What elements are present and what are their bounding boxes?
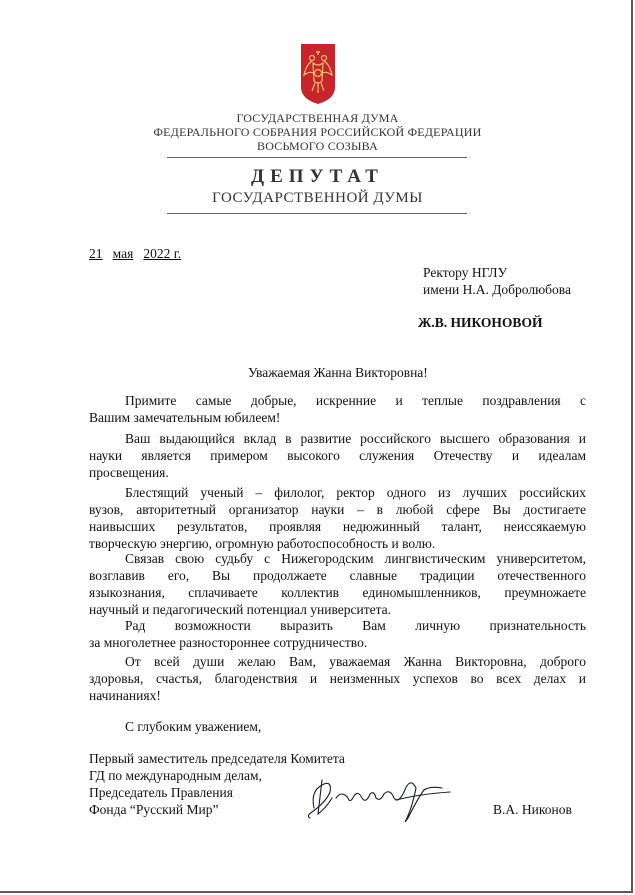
p2-line-1: Ваш выдающийся вклад в развитие российского высшего образования и	[125, 431, 586, 446]
p5-line-1: Рад возможности выразить Вам личную признательность	[125, 618, 586, 633]
p4-line-3: языкознания, сплачиваете коллектив единомышленников, преумножаете	[89, 585, 586, 600]
letterhead-line-1: ГОСУДАРСТВЕННАЯ ДУМА	[236, 111, 399, 125]
p2-line-2: науки является примером высокого служения Отечеству и идеалам	[89, 448, 586, 463]
addressee-line-2: имени Н.А. Добролюбова	[423, 282, 571, 297]
p4-line-4: научный и педагогический потенциал университета.	[89, 602, 392, 617]
closing: С глубоким уважением,	[125, 719, 262, 734]
p1-line-1: Примите самые добрые, искренние и теплые поздравления с	[125, 393, 586, 408]
p4-line-1: Связав свою судьбу с Нижегородским лингвистическим университетом,	[125, 551, 586, 566]
p3-line-3: наивысших результатов, проявляя недюжинный талант, неиссякаемую	[89, 519, 586, 534]
letterhead-line-3: ВОСЬМОГО СОЗЫВА	[257, 139, 378, 153]
p4-line-2: возглавив его, Вы продолжаете славные традиции отечественного	[89, 568, 586, 583]
letterhead-title: ДЕПУТАТ	[251, 166, 384, 187]
p6-line-1: От всей души желаю Вам, уважаемая Жанна Викторовна, доброго	[125, 654, 586, 669]
p3-line-1: Блестящий ученый – филолог, ректор одного из лучших российских	[125, 485, 586, 500]
date-day: 21	[89, 246, 103, 261]
signatory-line-1: Первый заместитель председателя Комитета	[89, 751, 345, 766]
letterhead-subtitle: ГОСУДАРСТВЕННОЙ ДУМЫ	[212, 190, 423, 206]
letterhead-rule-top	[167, 157, 467, 158]
p3-line-4: творческую энергию, огромную работоспособность и волю.	[89, 536, 436, 551]
letterhead-rule-bottom	[167, 213, 467, 214]
p3-line-2: вузов, авторитетный организатор науки – в любой сфере Вы достигаете	[89, 502, 586, 517]
p1-line-2: Вашим замечательным юбилеем!	[89, 410, 281, 425]
p2-line-3: просвещения.	[89, 465, 169, 480]
p6-line-2: здоровья, счастья, благоденствия и неизменных успехов во всех делах и	[89, 671, 586, 686]
p6-line-3: начинаниях!	[89, 688, 161, 703]
signatory-line-3: Председатель Правления	[89, 785, 233, 800]
signatory-line-4: Фонда “Русский Мир”	[89, 802, 219, 817]
handwritten-signature	[300, 768, 460, 826]
date-year: 2022 г.	[143, 246, 182, 261]
signatory-line-2: ГД по международным делам,	[89, 768, 262, 783]
signatory-name: В.А. Никонов	[493, 802, 572, 817]
letter-date	[89, 245, 181, 262]
p5-line-2: за многолетнее разностороннее сотрудничество.	[89, 635, 368, 650]
date-month: мая	[112, 246, 134, 261]
addressee-name: Ж.В. НИКОНОВОЙ	[418, 315, 543, 330]
letterhead-line-2: ФЕДЕРАЛЬНОГО СОБРАНИЯ РОССИЙСКОЙ ФЕДЕРАЦИИ	[153, 125, 482, 139]
coat-of-arms-icon	[300, 43, 336, 105]
addressee-line-1: Ректору НГЛУ	[423, 265, 508, 280]
salutation: Уважаемая Жанна Викторовна!	[248, 365, 428, 380]
